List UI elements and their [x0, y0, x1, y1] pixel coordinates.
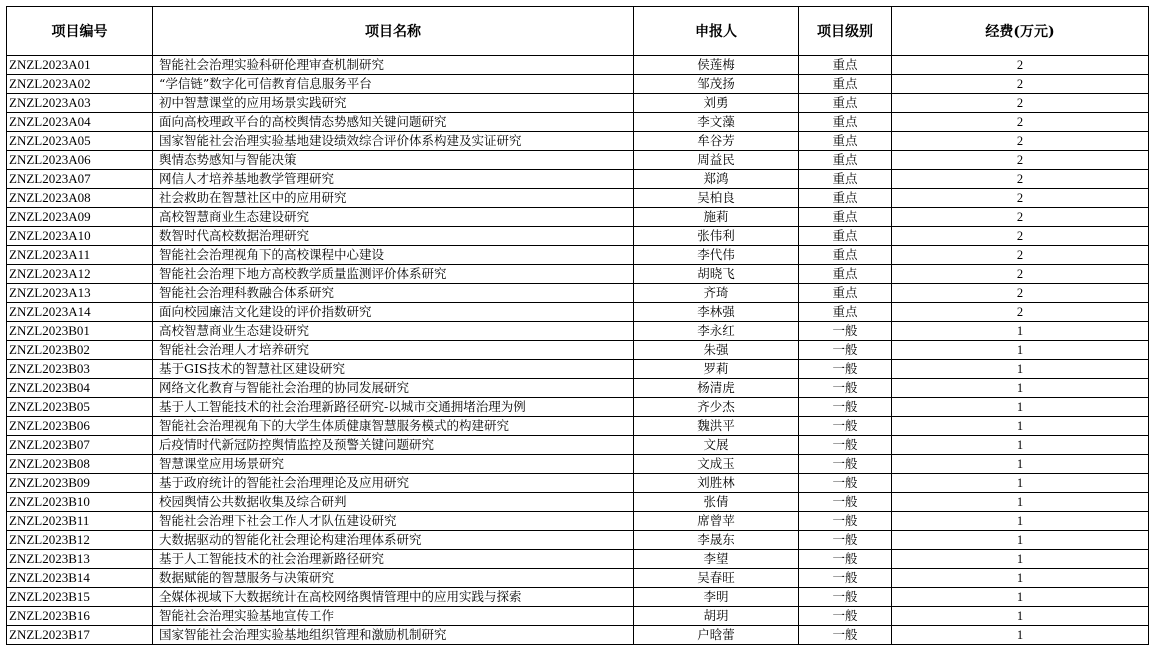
table-row	[7, 189, 1149, 208]
cell-project-name: 社会救助在智慧社区中的应用研究	[153, 189, 634, 208]
cell-funding: 2	[892, 94, 1149, 113]
table-row	[7, 322, 1149, 341]
cell-project-name: 国家智能社会治理实验基地组织管理和激励机制研究	[153, 626, 634, 645]
table-row	[7, 360, 1149, 379]
cell-applicant: 李文藻	[634, 113, 799, 132]
cell-project-code: ZNZL2023B08	[7, 455, 153, 474]
cell-project-level: 一般	[799, 550, 892, 569]
cell-project-code: ZNZL2023A05	[7, 132, 153, 151]
cell-applicant: 吴柏良	[634, 189, 799, 208]
cell-project-level: 重点	[799, 246, 892, 265]
table-row	[7, 588, 1149, 607]
cell-project-level: 一般	[799, 626, 892, 645]
cell-project-code: ZNZL2023B03	[7, 360, 153, 379]
cell-project-level: 一般	[799, 360, 892, 379]
cell-funding: 1	[892, 417, 1149, 436]
table-row	[7, 75, 1149, 94]
header-funding: 经费(万元)	[892, 7, 1149, 56]
cell-project-level: 一般	[799, 569, 892, 588]
cell-applicant: 李林强	[634, 303, 799, 322]
cell-project-code: ZNZL2023B02	[7, 341, 153, 360]
cell-applicant: 李永红	[634, 322, 799, 341]
cell-funding: 1	[892, 341, 1149, 360]
cell-project-level: 重点	[799, 303, 892, 322]
cell-project-level: 一般	[799, 474, 892, 493]
table-body	[7, 56, 1149, 645]
cell-applicant: 刘勇	[634, 94, 799, 113]
cell-funding: 1	[892, 474, 1149, 493]
cell-funding: 2	[892, 265, 1149, 284]
cell-project-code: ZNZL2023B16	[7, 607, 153, 626]
cell-project-name: 大数据驱动的智能化社会理论构建治理体系研究	[153, 531, 634, 550]
cell-project-level: 重点	[799, 208, 892, 227]
table-row	[7, 455, 1149, 474]
cell-project-code: ZNZL2023A09	[7, 208, 153, 227]
cell-funding: 1	[892, 436, 1149, 455]
table-row	[7, 607, 1149, 626]
header-row	[7, 7, 1149, 56]
cell-applicant: 文成玉	[634, 455, 799, 474]
cell-project-name: 舆情态势感知与智能决策	[153, 151, 634, 170]
cell-project-level: 重点	[799, 189, 892, 208]
cell-project-name: 智能社会治理视角下的高校课程中心建设	[153, 246, 634, 265]
cell-funding: 1	[892, 322, 1149, 341]
cell-applicant: 李晟东	[634, 531, 799, 550]
table-row	[7, 246, 1149, 265]
cell-project-level: 重点	[799, 75, 892, 94]
cell-project-name: 国家智能社会治理实验基地建设绩效综合评价体系构建及实证研究	[153, 132, 634, 151]
cell-applicant: 侯莲梅	[634, 56, 799, 75]
table-row	[7, 94, 1149, 113]
cell-project-code: ZNZL2023A06	[7, 151, 153, 170]
cell-project-code: ZNZL2023A13	[7, 284, 153, 303]
cell-project-level: 一般	[799, 531, 892, 550]
cell-project-name: 高校智慧商业生态建设研究	[153, 208, 634, 227]
cell-project-code: ZNZL2023B17	[7, 626, 153, 645]
cell-project-code: ZNZL2023B01	[7, 322, 153, 341]
table-row	[7, 151, 1149, 170]
cell-applicant: 齐少杰	[634, 398, 799, 417]
table-row	[7, 569, 1149, 588]
cell-funding: 1	[892, 360, 1149, 379]
cell-funding: 2	[892, 113, 1149, 132]
cell-project-name: 基于GIS技术的智慧社区建设研究	[153, 360, 634, 379]
table-row	[7, 379, 1149, 398]
cell-applicant: 郑鸿	[634, 170, 799, 189]
cell-project-name: 智能社会治理科教融合体系研究	[153, 284, 634, 303]
cell-project-name: 数智时代高校数据治理研究	[153, 227, 634, 246]
cell-funding: 1	[892, 398, 1149, 417]
cell-project-name: 面向校园廉洁文化建设的评价指数研究	[153, 303, 634, 322]
cell-project-name: 网信人才培养基地教学管理研究	[153, 170, 634, 189]
cell-project-level: 一般	[799, 436, 892, 455]
cell-applicant: 周益民	[634, 151, 799, 170]
cell-applicant: 文展	[634, 436, 799, 455]
cell-funding: 1	[892, 569, 1149, 588]
cell-funding: 2	[892, 75, 1149, 94]
cell-project-code: ZNZL2023B15	[7, 588, 153, 607]
cell-funding: 2	[892, 284, 1149, 303]
table-row	[7, 56, 1149, 75]
table-row	[7, 284, 1149, 303]
cell-project-level: 重点	[799, 284, 892, 303]
cell-project-code: ZNZL2023A12	[7, 265, 153, 284]
cell-project-level: 一般	[799, 417, 892, 436]
cell-project-name: 网络文化教育与智能社会治理的协同发展研究	[153, 379, 634, 398]
header-project-code: 项目编号	[7, 7, 153, 56]
cell-funding: 1	[892, 531, 1149, 550]
cell-project-level: 重点	[799, 151, 892, 170]
project-table	[6, 6, 1149, 645]
cell-project-code: ZNZL2023A07	[7, 170, 153, 189]
table-row	[7, 227, 1149, 246]
cell-funding: 2	[892, 132, 1149, 151]
cell-project-code: ZNZL2023B07	[7, 436, 153, 455]
cell-project-level: 重点	[799, 94, 892, 113]
cell-project-level: 一般	[799, 588, 892, 607]
cell-funding: 2	[892, 303, 1149, 322]
cell-project-name: 基于人工智能技术的社会治理新路径研究	[153, 550, 634, 569]
cell-funding: 2	[892, 170, 1149, 189]
cell-applicant: 户晗蕾	[634, 626, 799, 645]
cell-project-name: 智能社会治理视角下的大学生体质健康智慧服务模式的构建研究	[153, 417, 634, 436]
cell-project-name: 智能社会治理人才培养研究	[153, 341, 634, 360]
cell-project-code: ZNZL2023B11	[7, 512, 153, 531]
cell-project-code: ZNZL2023B04	[7, 379, 153, 398]
cell-funding: 1	[892, 512, 1149, 531]
table-row	[7, 208, 1149, 227]
cell-funding: 2	[892, 56, 1149, 75]
table-row	[7, 417, 1149, 436]
cell-project-level: 重点	[799, 113, 892, 132]
cell-project-level: 一般	[799, 493, 892, 512]
table-row	[7, 132, 1149, 151]
cell-applicant: 罗莉	[634, 360, 799, 379]
cell-applicant: 李代伟	[634, 246, 799, 265]
cell-project-level: 一般	[799, 455, 892, 474]
cell-applicant: 刘胜林	[634, 474, 799, 493]
cell-project-name: 智慧课堂应用场景研究	[153, 455, 634, 474]
cell-project-name: 智能社会治理下地方高校教学质量监测评价体系研究	[153, 265, 634, 284]
header-applicant: 申报人	[634, 7, 799, 56]
cell-project-name: “学信链”数字化可信教育信息服务平台	[153, 75, 634, 94]
table-row	[7, 512, 1149, 531]
table-row	[7, 113, 1149, 132]
cell-applicant: 邹茂扬	[634, 75, 799, 94]
cell-project-name: 初中智慧课堂的应用场景实践研究	[153, 94, 634, 113]
cell-project-level: 一般	[799, 398, 892, 417]
cell-funding: 2	[892, 189, 1149, 208]
header-project-level: 项目级别	[799, 7, 892, 56]
cell-applicant: 李明	[634, 588, 799, 607]
cell-funding: 2	[892, 246, 1149, 265]
table-row	[7, 170, 1149, 189]
cell-project-level: 重点	[799, 132, 892, 151]
cell-project-level: 一般	[799, 379, 892, 398]
cell-project-level: 重点	[799, 227, 892, 246]
cell-project-level: 一般	[799, 607, 892, 626]
table-row	[7, 531, 1149, 550]
cell-project-code: ZNZL2023B10	[7, 493, 153, 512]
cell-project-name: 数据赋能的智慧服务与决策研究	[153, 569, 634, 588]
cell-project-code: ZNZL2023B06	[7, 417, 153, 436]
cell-funding: 1	[892, 588, 1149, 607]
cell-applicant: 吴春旺	[634, 569, 799, 588]
cell-funding: 1	[892, 455, 1149, 474]
cell-project-level: 一般	[799, 512, 892, 531]
table-row	[7, 493, 1149, 512]
cell-project-name: 全媒体视域下大数据统计在高校网络舆情管理中的应用实践与探索	[153, 588, 634, 607]
cell-project-name: 智能社会治理下社会工作人才队伍建设研究	[153, 512, 634, 531]
cell-project-level: 重点	[799, 265, 892, 284]
table-row	[7, 265, 1149, 284]
table-row	[7, 474, 1149, 493]
cell-funding: 1	[892, 550, 1149, 569]
cell-project-code: ZNZL2023B13	[7, 550, 153, 569]
cell-project-code: ZNZL2023A02	[7, 75, 153, 94]
cell-project-code: ZNZL2023A08	[7, 189, 153, 208]
cell-project-code: ZNZL2023A14	[7, 303, 153, 322]
cell-project-level: 重点	[799, 56, 892, 75]
cell-applicant: 魏洪平	[634, 417, 799, 436]
cell-project-name: 高校智慧商业生态建设研究	[153, 322, 634, 341]
cell-project-code: ZNZL2023B12	[7, 531, 153, 550]
cell-project-code: ZNZL2023B14	[7, 569, 153, 588]
cell-applicant: 李望	[634, 550, 799, 569]
cell-project-level: 一般	[799, 341, 892, 360]
cell-project-code: ZNZL2023A11	[7, 246, 153, 265]
cell-project-name: 智能社会治理实验科研伦理审查机制研究	[153, 56, 634, 75]
header-project-name: 项目名称	[153, 7, 634, 56]
cell-funding: 2	[892, 151, 1149, 170]
cell-applicant: 施莉	[634, 208, 799, 227]
cell-funding: 1	[892, 379, 1149, 398]
cell-project-name: 基于人工智能技术的社会治理新路径研究-以城市交通拥堵治理为例	[153, 398, 634, 417]
cell-project-code: ZNZL2023A04	[7, 113, 153, 132]
cell-funding: 2	[892, 208, 1149, 227]
cell-project-code: ZNZL2023B09	[7, 474, 153, 493]
table-row	[7, 341, 1149, 360]
cell-project-name: 后疫情时代新冠防控舆情监控及预警关键问题研究	[153, 436, 634, 455]
cell-project-code: ZNZL2023B05	[7, 398, 153, 417]
cell-project-name: 面向高校理政平台的高校舆情态势感知关键问题研究	[153, 113, 634, 132]
table-row	[7, 436, 1149, 455]
cell-applicant: 牟谷芳	[634, 132, 799, 151]
cell-funding: 1	[892, 626, 1149, 645]
table-row	[7, 303, 1149, 322]
cell-funding: 1	[892, 493, 1149, 512]
cell-project-name: 基于政府统计的智能社会治理理论及应用研究	[153, 474, 634, 493]
cell-applicant: 胡玥	[634, 607, 799, 626]
cell-project-code: ZNZL2023A01	[7, 56, 153, 75]
cell-applicant: 齐琦	[634, 284, 799, 303]
cell-applicant: 杨清虎	[634, 379, 799, 398]
cell-project-code: ZNZL2023A03	[7, 94, 153, 113]
cell-funding: 1	[892, 607, 1149, 626]
cell-project-level: 重点	[799, 170, 892, 189]
cell-applicant: 朱强	[634, 341, 799, 360]
cell-applicant: 张伟利	[634, 227, 799, 246]
cell-project-name: 智能社会治理实验基地宣传工作	[153, 607, 634, 626]
cell-applicant: 席曾苹	[634, 512, 799, 531]
cell-applicant: 张倩	[634, 493, 799, 512]
cell-applicant: 胡晓飞	[634, 265, 799, 284]
cell-project-code: ZNZL2023A10	[7, 227, 153, 246]
table-row	[7, 398, 1149, 417]
cell-project-level: 一般	[799, 322, 892, 341]
cell-project-name: 校园舆情公共数据收集及综合研判	[153, 493, 634, 512]
table-row	[7, 626, 1149, 645]
cell-funding: 2	[892, 227, 1149, 246]
table-row	[7, 550, 1149, 569]
